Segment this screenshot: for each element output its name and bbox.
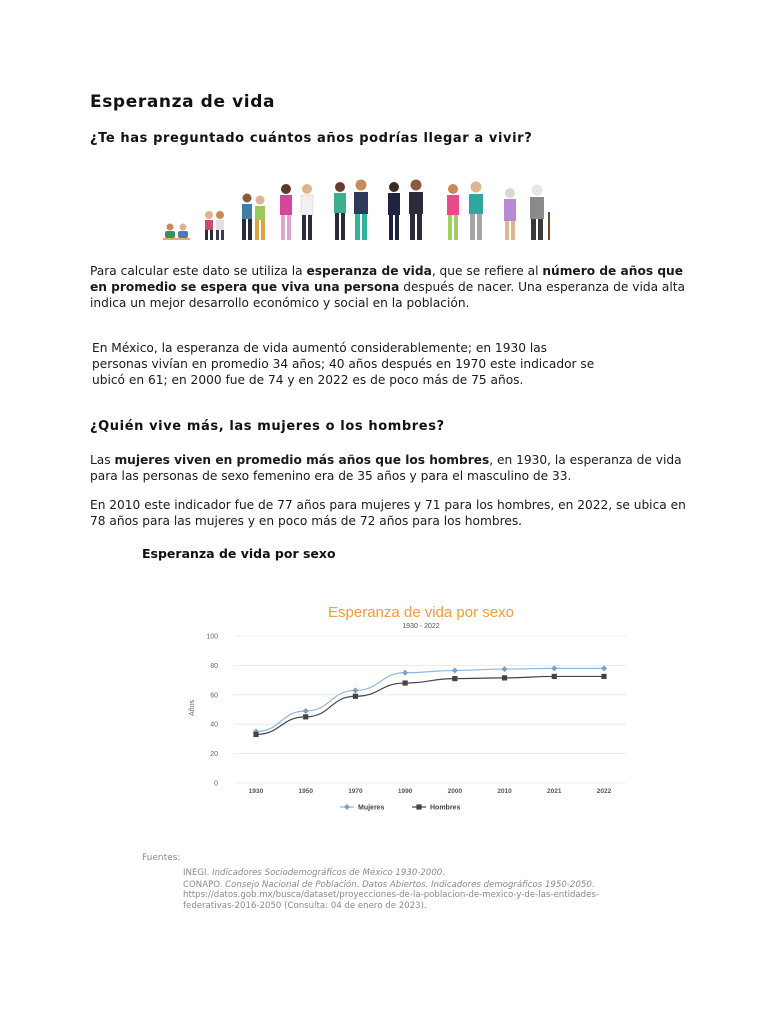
point-mujeres xyxy=(402,670,408,676)
point-hombres xyxy=(353,694,358,699)
elderly-figures xyxy=(504,185,550,241)
y-tick-label: 80 xyxy=(210,662,218,670)
x-tick-label: 1930 xyxy=(248,788,264,795)
x-tick-label: 2021 xyxy=(547,788,562,795)
x-tick-label: 1990 xyxy=(397,788,413,795)
point-hombres xyxy=(552,674,557,679)
point-hombres xyxy=(601,674,606,679)
middle-age-figures xyxy=(388,180,423,241)
point-mujeres xyxy=(303,708,309,714)
y-tick-label: 60 xyxy=(210,692,218,700)
paragraph-mexico-history: En México, la esperanza de vida aumentó considerablemente; en 1930 las personas vivían en promedio 34 años; 40 años después en 1970 este indicador se ubicó en 61; en 2000 fue de 74 y en 2022 es de poco más de 75 años. xyxy=(92,341,595,387)
y-tick-label: 100 xyxy=(206,633,218,641)
life-expectancy-chart xyxy=(180,596,650,821)
y-axis-label: Años xyxy=(189,700,196,716)
paragraph-women-live-longer: Las mujeres viven en promedio más años que los hombres, en 1930, la esperanza de vida para las personas de sexo femenino era de 35 años y para el masculino de 33. xyxy=(90,453,682,483)
young-adult-figures xyxy=(280,184,313,240)
paragraph-definition: Para calcular este dato se utiliza la esperanza de vida, que se refiere al número de años que en promedio se espera que viva una persona después de nacer. Una esperanza de vida alta indica un mejor desarrollo económico y social en la población. xyxy=(90,264,686,310)
question-life-years: ¿Te has preguntado cuántos años podrías llegar a vivir? xyxy=(90,131,533,146)
child-figures xyxy=(205,211,224,240)
baby-figures xyxy=(163,224,190,241)
x-tick-label: 1950 xyxy=(298,788,313,795)
y-tick-label: 40 xyxy=(210,721,218,729)
x-tick-label: 2022 xyxy=(596,788,612,795)
series-line-hombres xyxy=(256,676,604,734)
teen-figures xyxy=(242,194,265,241)
legend-marker-mujeres xyxy=(344,804,350,810)
point-hombres xyxy=(253,732,258,737)
chart-caption: Esperanza de vida por sexo xyxy=(142,546,336,561)
point-mujeres xyxy=(502,666,508,672)
question-women-men: ¿Quién vive más, las mujeres o los hombres? xyxy=(90,419,445,434)
chart-subtitle: 1930 - 2022 xyxy=(402,623,440,630)
source-inegi: INEGI. Indicadores Sociodemográficos de México 1930-2000. xyxy=(183,868,446,878)
paragraph-2010-2022: En 2010 este indicador fue de 77 años para mujeres y 71 para los hombres, en 2022, se ubica en 78 años para las mujeres y en poco más de 72 años para los hombres. xyxy=(90,498,686,528)
adult-figures xyxy=(334,180,368,241)
older-adult-figures xyxy=(447,182,483,241)
point-hombres xyxy=(303,714,308,719)
x-tick-label: 1970 xyxy=(348,788,363,795)
legend-label-hombres: Hombres xyxy=(430,804,461,812)
page-title: Esperanza de vida xyxy=(90,92,276,112)
point-mujeres xyxy=(551,665,557,671)
x-tick-label: 2000 xyxy=(447,788,463,795)
point-mujeres xyxy=(352,687,358,693)
y-tick-label: 0 xyxy=(214,780,218,788)
point-mujeres xyxy=(601,665,607,671)
point-mujeres xyxy=(452,668,458,674)
legend-label-mujeres: Mujeres xyxy=(358,804,385,812)
x-tick-label: 2010 xyxy=(497,788,512,795)
chart-title: Esperanza de vida por sexo xyxy=(328,604,514,621)
point-hombres xyxy=(502,675,507,680)
legend-marker-hombres xyxy=(416,804,421,809)
y-tick-label: 20 xyxy=(210,751,218,759)
point-hombres xyxy=(403,680,408,685)
point-hombres xyxy=(452,676,457,681)
sources-label: Fuentes: xyxy=(142,853,181,863)
source-conapo: CONAPO. Consejo Nacional de Población. Datos Abiertos. Indicadores demográficos 1950-2050. https://datos.gob.mx/busca/dataset/proyecciones-de-la-poblacion-de-mexico-y-de-las-entidades-federativas-2016-2050 (Consulta: 04 de enero de 2023). xyxy=(183,880,599,911)
people-ages-illustration xyxy=(150,178,555,244)
